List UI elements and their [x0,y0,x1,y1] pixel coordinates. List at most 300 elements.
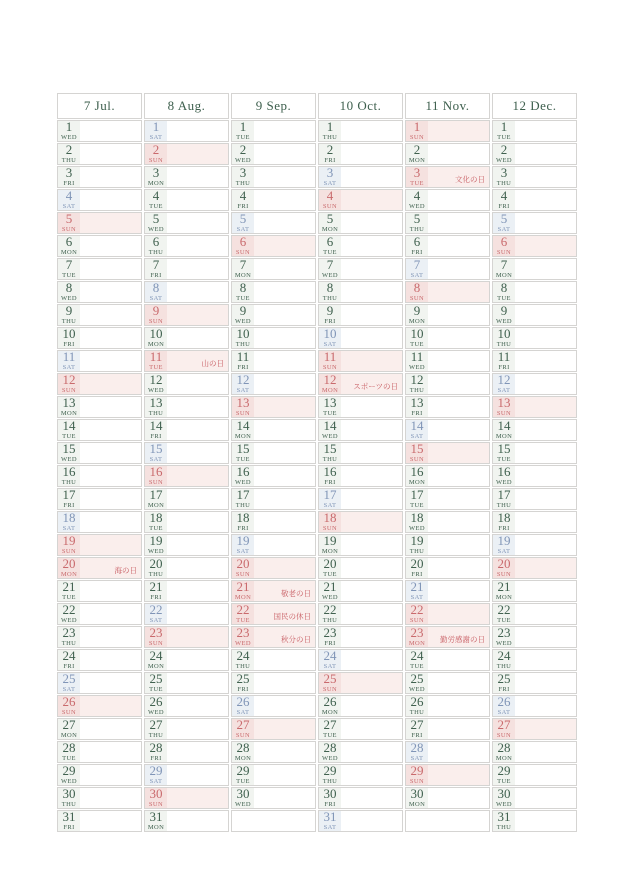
day-cell [144,534,229,556]
day-chip [145,765,167,785]
day-cell [231,143,316,165]
day-cell [405,787,490,809]
day-chip [406,512,428,532]
day-of-week-label: THU [61,318,77,325]
day-of-week-label: THU [61,479,77,486]
day-number: 2 [326,143,334,157]
day-of-week-label: SAT [323,502,337,509]
day-of-week-label: THU [61,801,77,808]
day-chip [319,121,341,141]
day-number: 23 [497,626,511,640]
day-number: 9 [326,304,334,318]
day-number: 27 [236,718,250,732]
day-chip [232,190,254,210]
day-of-week-label: WED [409,364,425,371]
day-of-week-label: FRI [63,180,75,187]
day-chip [319,420,341,440]
day-row [57,235,577,257]
day-of-week-label: THU [496,502,512,509]
day-cell [405,189,490,211]
day-number: 2 [413,143,421,157]
day-cell [231,327,316,349]
day-chip [232,581,254,601]
day-of-week-label: THU [496,341,512,348]
day-chip [406,535,428,555]
day-chip [232,121,254,141]
day-of-week-label: WED [61,134,77,141]
day-cell [57,396,142,418]
day-cell [318,649,403,671]
day-of-week-label: SUN [235,732,251,739]
day-cell [231,281,316,303]
day-row [57,327,577,349]
day-cell [318,580,403,602]
day-of-week-label: SAT [323,824,337,831]
day-chip [319,535,341,555]
day-of-week-label: THU [61,640,77,647]
day-of-week-label: TUE [497,456,511,463]
day-cell [231,212,316,234]
day-number: 23 [236,626,250,640]
day-of-week-label: SUN [409,778,425,785]
day-chip [406,190,428,210]
day-of-week-label: SUN [148,479,164,486]
day-chip [493,673,515,693]
day-of-week-label: MON [495,433,513,440]
day-number: 23 [410,626,424,640]
day-chip [58,328,80,348]
day-chip [493,811,515,831]
day-of-week-label: TUE [236,617,250,624]
day-chip [58,374,80,394]
day-number: 6 [152,235,160,249]
day-of-week-label: MON [234,594,252,601]
empty-cell [231,810,316,832]
day-number: 10 [62,327,76,341]
day-chip [232,420,254,440]
day-of-week-label: FRI [237,203,249,210]
day-number: 10 [497,327,511,341]
day-chip [232,144,254,164]
day-number: 23 [149,626,163,640]
day-chip [232,489,254,509]
day-of-week-label: FRI [63,663,75,670]
day-number: 18 [236,511,250,525]
holiday-name-label: スポーツの日 [353,382,398,391]
day-number: 24 [236,649,250,663]
day-chip [493,489,515,509]
day-chip [319,765,341,785]
day-number: 8 [326,281,334,295]
day-chip [493,443,515,463]
day-number: 14 [323,419,337,433]
day-cell [57,787,142,809]
day-of-week-label: MON [321,387,339,394]
day-chip [145,719,167,739]
day-cell [57,258,142,280]
day-of-week-label: FRI [411,571,423,578]
day-row [57,603,577,625]
day-number: 21 [62,580,76,594]
day-chip [319,213,341,233]
day-cell [405,649,490,671]
day-number: 17 [236,488,250,502]
day-number: 30 [410,787,424,801]
day-cell [318,373,403,395]
day-cell [405,419,490,441]
day-chip [58,512,80,532]
holiday-name-label: 敬老の日 [281,589,311,598]
day-chip [319,397,341,417]
day-of-week-label: SUN [409,617,425,624]
day-cell [318,442,403,464]
day-of-week-label: TUE [410,180,424,187]
day-of-week-label: TUE [323,410,337,417]
day-number: 22 [323,603,337,617]
month-header: 8 Aug. [144,93,229,119]
day-cell [405,350,490,372]
day-row [57,580,577,602]
day-number: 29 [497,764,511,778]
day-chip [493,374,515,394]
day-cell [492,741,577,763]
day-chip [145,443,167,463]
day-cell [318,258,403,280]
day-number: 10 [149,327,163,341]
day-chip [493,742,515,762]
day-row [57,787,577,809]
day-cell [492,764,577,786]
day-number: 8 [239,281,247,295]
day-number: 4 [500,189,508,203]
day-chip [406,466,428,486]
day-number: 4 [65,189,73,203]
day-chip [145,604,167,624]
day-cell [405,603,490,625]
day-of-week-label: FRI [324,640,336,647]
day-of-week-label: THU [409,226,425,233]
day-cell [144,258,229,280]
day-of-week-label: FRI [63,502,75,509]
day-cell [57,741,142,763]
day-cell [492,557,577,579]
day-of-week-label: TUE [149,203,163,210]
day-number: 8 [152,281,160,295]
day-cell [318,235,403,257]
day-chip [145,650,167,670]
day-number: 1 [500,120,508,134]
day-chip [493,305,515,325]
day-chip [493,397,515,417]
holiday-name-label: 海の日 [114,566,137,575]
day-of-week-label: SUN [322,686,338,693]
day-cell [144,281,229,303]
day-of-week-label: FRI [237,364,249,371]
day-of-week-label: WED [235,479,251,486]
day-chip [406,788,428,808]
day-of-week-label: WED [496,640,512,647]
day-row [57,810,577,832]
day-cell [492,465,577,487]
day-cell [144,695,229,717]
day-cell [318,212,403,234]
day-cell [231,373,316,395]
day-chip [145,696,167,716]
day-cell [492,649,577,671]
day-cell [57,235,142,257]
day-cell [405,672,490,694]
day-number: 20 [323,557,337,571]
day-chip [493,627,515,647]
day-of-week-label: TUE [497,778,511,785]
day-of-week-label: WED [496,157,512,164]
day-of-week-label: SAT [149,778,163,785]
day-chip [232,282,254,302]
day-chip [58,765,80,785]
day-chip [58,696,80,716]
day-cell [231,672,316,694]
holiday-name-label: 秋分の日 [281,635,311,644]
day-cell [405,511,490,533]
day-of-week-label: WED [148,226,164,233]
day-of-week-label: WED [496,318,512,325]
day-number: 26 [410,695,424,709]
day-number: 19 [410,534,424,548]
half-year-calendar-table [55,92,579,833]
day-chip [406,719,428,739]
day-number: 13 [323,396,337,410]
day-of-week-label: WED [322,594,338,601]
day-chip [493,696,515,716]
day-of-week-label: FRI [498,203,510,210]
day-cell [231,741,316,763]
day-number: 17 [497,488,511,502]
day-number: 4 [239,189,247,203]
day-number: 25 [410,672,424,686]
day-of-week-label: SUN [496,410,512,417]
day-number: 4 [152,189,160,203]
day-chip [493,604,515,624]
day-chip [145,489,167,509]
month-header-row [57,93,577,119]
day-cell [57,373,142,395]
day-number: 26 [497,695,511,709]
day-of-week-label: WED [496,801,512,808]
day-number: 20 [497,557,511,571]
day-cell [57,465,142,487]
day-chip [406,489,428,509]
day-cell [405,442,490,464]
day-cell [405,281,490,303]
day-chip [493,282,515,302]
day-number: 25 [497,672,511,686]
day-number: 16 [410,465,424,479]
day-number: 1 [326,120,334,134]
day-chip [145,144,167,164]
day-number: 11 [497,350,511,364]
day-of-week-label: SUN [322,525,338,532]
day-of-week-label: MON [495,755,513,762]
day-number: 24 [497,649,511,663]
day-number: 15 [236,442,250,456]
day-chip [232,466,254,486]
day-of-week-label: SUN [61,709,77,716]
day-cell [231,396,316,418]
day-chip [145,236,167,256]
day-number: 5 [65,212,73,226]
day-number: 3 [65,166,73,180]
day-chip [232,696,254,716]
day-number: 14 [149,419,163,433]
day-cell [57,810,142,832]
day-chip [145,512,167,532]
day-of-week-label: FRI [63,824,75,831]
day-of-week-label: WED [409,203,425,210]
day-number: 5 [239,212,247,226]
day-cell [318,764,403,786]
day-cell [57,764,142,786]
holiday-name-label: 山の日 [201,359,224,368]
day-chip [145,190,167,210]
day-chip [232,558,254,578]
day-of-week-label: FRI [324,479,336,486]
day-chip [319,167,341,187]
day-chip [319,696,341,716]
day-number: 8 [65,281,73,295]
day-number: 1 [65,120,73,134]
day-cell [492,304,577,326]
day-number: 3 [239,166,247,180]
day-cell [492,189,577,211]
day-number: 31 [62,810,76,824]
day-chip [493,535,515,555]
day-of-week-label: THU [496,180,512,187]
day-number: 30 [149,787,163,801]
day-number: 12 [62,373,76,387]
day-of-week-label: TUE [149,525,163,532]
day-number: 30 [62,787,76,801]
day-of-week-label: WED [235,157,251,164]
day-chip [58,121,80,141]
day-number: 7 [152,258,160,272]
day-row [57,373,577,395]
day-number: 27 [62,718,76,732]
day-chip [493,351,515,371]
day-number: 9 [65,304,73,318]
day-number: 22 [62,603,76,617]
day-chip [145,351,167,371]
day-cell [405,580,490,602]
month-header: 12 Dec. [492,93,577,119]
day-cell [57,350,142,372]
day-of-week-label: TUE [497,295,511,302]
day-cell [318,350,403,372]
day-of-week-label: MON [234,433,252,440]
day-chip [406,328,428,348]
day-chip [232,236,254,256]
day-chip [493,650,515,670]
day-of-week-label: WED [61,778,77,785]
day-chip [493,328,515,348]
day-number: 29 [410,764,424,778]
day-chip [319,374,341,394]
day-cell [405,557,490,579]
day-of-week-label: SAT [236,226,250,233]
day-of-week-label: MON [60,410,78,417]
day-chip [319,742,341,762]
day-number: 29 [149,764,163,778]
day-number: 13 [236,396,250,410]
day-number: 26 [323,695,337,709]
day-number: 22 [149,603,163,617]
day-number: 9 [152,304,160,318]
day-of-week-label: WED [235,640,251,647]
day-chip [406,144,428,164]
day-chip [406,397,428,417]
day-of-week-label: TUE [149,686,163,693]
day-of-week-label: MON [408,479,426,486]
day-number: 28 [323,741,337,755]
day-chip [493,719,515,739]
day-chip [58,397,80,417]
day-number: 13 [497,396,511,410]
day-cell [318,143,403,165]
day-cell [231,695,316,717]
day-of-week-label: SUN [148,157,164,164]
day-chip [406,167,428,187]
day-of-week-label: SAT [410,433,424,440]
day-cell [231,603,316,625]
day-of-week-label: MON [495,272,513,279]
day-cell [231,626,316,648]
day-number: 23 [323,626,337,640]
day-of-week-label: SAT [497,226,511,233]
day-number: 10 [410,327,424,341]
day-chip [58,351,80,371]
day-of-week-label: MON [321,226,339,233]
day-number: 8 [500,281,508,295]
day-cell [405,373,490,395]
day-cell [318,534,403,556]
day-chip [232,374,254,394]
day-of-week-label: WED [322,433,338,440]
day-number: 25 [236,672,250,686]
day-chip [145,558,167,578]
day-row [57,350,577,372]
day-cell [57,212,142,234]
day-number: 28 [236,741,250,755]
day-cell [318,718,403,740]
day-of-week-label: TUE [497,134,511,141]
day-of-week-label: SUN [148,318,164,325]
day-number: 17 [410,488,424,502]
day-chip [319,236,341,256]
day-cell [492,350,577,372]
day-of-week-label: THU [148,571,164,578]
day-number: 15 [149,442,163,456]
day-of-week-label: THU [322,295,338,302]
day-of-week-label: SAT [149,295,163,302]
day-cell [144,787,229,809]
day-chip [319,305,341,325]
day-of-week-label: MON [147,663,165,670]
day-of-week-label: FRI [498,686,510,693]
day-chip [58,581,80,601]
day-of-week-label: SUN [235,249,251,256]
day-cell [492,396,577,418]
day-of-week-label: SUN [235,410,251,417]
day-of-week-label: FRI [237,686,249,693]
